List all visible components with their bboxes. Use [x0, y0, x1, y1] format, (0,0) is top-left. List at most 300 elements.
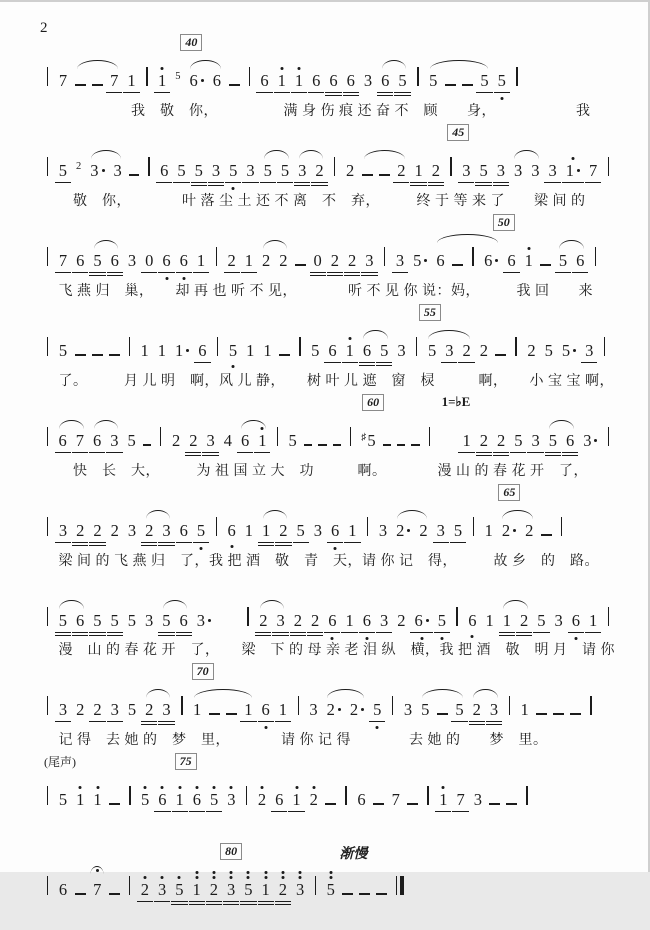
- note: [75, 613, 86, 630]
- note: [314, 163, 325, 180]
- measure-number: 55: [419, 304, 441, 321]
- note: [328, 73, 339, 90]
- note-digit: 1: [76, 790, 85, 809]
- note: [506, 253, 517, 270]
- dash-note: [540, 264, 551, 266]
- note: [139, 882, 150, 899]
- barline: [47, 157, 48, 176]
- barline: [590, 696, 591, 715]
- note-digit: 5: [453, 521, 463, 540]
- note: [438, 792, 449, 809]
- grace-note: [75, 157, 83, 173]
- note: [564, 433, 575, 450]
- note: [311, 73, 322, 90]
- dash-note: [342, 893, 353, 895]
- octave-dot-above: [261, 427, 264, 430]
- note-digit: 2: [431, 161, 440, 180]
- note: [156, 343, 167, 360]
- slur: [426, 343, 472, 360]
- note: [295, 882, 306, 899]
- note-digit: 0: [145, 251, 154, 270]
- slur: [57, 433, 86, 450]
- notation-line: [44, 593, 612, 641]
- dash-note: [553, 713, 564, 715]
- slur: [239, 433, 268, 450]
- dash-note: [226, 713, 237, 715]
- barline: [249, 67, 250, 86]
- note: [430, 163, 441, 180]
- note: [413, 163, 424, 180]
- note: [109, 73, 120, 90]
- note: [327, 343, 338, 360]
- note-digit: 6: [507, 251, 516, 270]
- note-digit: 6: [179, 521, 188, 540]
- marks-row: [44, 304, 612, 323]
- dash-note: [397, 444, 405, 446]
- augmentation-dot: [495, 259, 498, 262]
- barline: [181, 696, 182, 715]
- barline: [47, 247, 48, 266]
- note: [483, 253, 500, 270]
- note: [297, 163, 308, 180]
- measure-number: 75: [175, 753, 197, 770]
- note-digit: 1: [292, 790, 301, 809]
- octave-dot-above: [329, 876, 332, 879]
- octave-dot-above: [178, 786, 181, 789]
- note-digit: 3: [298, 161, 307, 180]
- note-digit: 2: [501, 521, 511, 540]
- note-digit: 6: [381, 71, 390, 90]
- dash-note: [489, 803, 500, 805]
- octave-dot-below: [420, 637, 423, 640]
- note-digit: 3: [227, 880, 236, 899]
- barline: [47, 696, 48, 715]
- dash-note: [109, 803, 120, 805]
- note-digit: 6: [227, 521, 236, 540]
- note-digit: 5: [288, 431, 297, 450]
- annotation: (尾声): [44, 755, 76, 769]
- note: [193, 163, 204, 180]
- system: [44, 124, 612, 211]
- barline: [47, 876, 48, 895]
- note: [372, 702, 383, 719]
- octave-dot-above: [348, 337, 351, 340]
- octave-dot-above: [195, 786, 198, 789]
- note-digit: 0: [313, 251, 322, 270]
- barline: [299, 337, 300, 356]
- note: [262, 163, 273, 180]
- note-digit: 5: [548, 431, 557, 450]
- note-digit: 2: [145, 700, 154, 719]
- note-digit: 7: [588, 161, 598, 180]
- note-digit: 1: [263, 341, 272, 360]
- slur: [361, 343, 390, 360]
- note: [261, 253, 272, 270]
- slur: [547, 433, 576, 450]
- note-digit: 5: [263, 161, 272, 180]
- note-digit: 5: [427, 341, 437, 360]
- note: [292, 613, 303, 630]
- note-digit: 1: [157, 341, 167, 360]
- note-digit: 3: [162, 521, 171, 540]
- note: [347, 523, 358, 540]
- barline: [298, 696, 299, 715]
- note: [195, 613, 212, 630]
- barline: [473, 517, 474, 536]
- note-digit: 1: [244, 700, 253, 719]
- note-digit: 3: [211, 161, 221, 180]
- note: [329, 253, 340, 270]
- note-digit: 5: [558, 251, 568, 270]
- note-digit: 1: [345, 341, 354, 360]
- note-digit: 5: [429, 71, 438, 90]
- note: [435, 253, 446, 270]
- final-barline: [396, 876, 404, 895]
- note: [243, 882, 254, 899]
- barline: [216, 247, 217, 266]
- note: [484, 613, 495, 630]
- system: [44, 843, 612, 930]
- note: [347, 253, 358, 270]
- octave-dot-below: [500, 97, 503, 100]
- note-digit: 1: [175, 790, 184, 809]
- octave-dot-below: [230, 545, 233, 548]
- note: [467, 613, 478, 630]
- note: [75, 702, 86, 719]
- note: [109, 433, 120, 450]
- note-digit: 6: [110, 251, 119, 270]
- system: [44, 574, 615, 660]
- dash-note: [376, 893, 387, 895]
- note: [478, 343, 489, 360]
- augmentation-dot: [407, 529, 410, 532]
- note: [536, 613, 547, 630]
- note-digit: 2: [140, 880, 150, 899]
- note-digit: 5: [127, 700, 137, 719]
- system: [44, 214, 612, 301]
- slur: [258, 613, 287, 630]
- octave-dot-below: [232, 187, 235, 190]
- slur: [471, 702, 500, 719]
- note-digit: 6: [346, 71, 355, 90]
- slur: [57, 613, 86, 630]
- note-digit: 3: [145, 611, 154, 630]
- note: [109, 613, 120, 630]
- note: [479, 73, 490, 90]
- note-digit: 5: [58, 611, 68, 630]
- note-digit: 7: [58, 71, 68, 90]
- note: [452, 523, 463, 540]
- note-digit: 3: [436, 521, 445, 540]
- note: [330, 523, 341, 540]
- annotation: 渐慢: [339, 847, 368, 862]
- note: [495, 433, 506, 450]
- note-digit: 1: [294, 71, 304, 90]
- note: [92, 253, 103, 270]
- note-digit: 2: [93, 700, 102, 719]
- dash-note: [304, 444, 312, 446]
- slur: [144, 702, 173, 719]
- note-digit: 3: [378, 521, 388, 540]
- note-digit: 3: [58, 700, 68, 719]
- slur: [144, 523, 173, 540]
- barline: [526, 786, 527, 805]
- note: [377, 523, 388, 540]
- note-digit: 5: [413, 251, 422, 270]
- note-digit: 1: [524, 251, 533, 270]
- note: [209, 792, 220, 809]
- note: [195, 253, 206, 270]
- note: [261, 523, 272, 540]
- barline: [47, 427, 48, 446]
- octave-dot-above: [178, 876, 181, 879]
- marks-row: [44, 843, 612, 862]
- barline: [246, 786, 247, 805]
- octave-dot-above: [230, 876, 233, 879]
- note-digit: 6: [576, 251, 585, 270]
- notation-line: [44, 233, 612, 282]
- note-digit: 5: [398, 71, 407, 90]
- note: [461, 163, 472, 180]
- note-digit: 1: [127, 71, 136, 90]
- note: [413, 613, 430, 630]
- system: [44, 304, 612, 391]
- note: [74, 433, 85, 450]
- note: [513, 433, 524, 450]
- dash-note: [318, 444, 326, 446]
- note-digit: 5: [455, 700, 464, 719]
- note-digit: 2: [479, 341, 488, 360]
- note: [287, 433, 298, 450]
- octave-dot-above: [230, 871, 233, 874]
- note-digit: 5: [58, 161, 68, 180]
- note-digit: 1: [262, 521, 271, 540]
- note: [144, 702, 155, 719]
- augmentation-dot: [338, 708, 341, 711]
- octave-dot-above: [298, 67, 301, 70]
- slur: [92, 433, 121, 450]
- note-digit: 6: [362, 341, 372, 360]
- barline: [247, 607, 248, 626]
- octave-dot-above: [299, 876, 302, 879]
- note: [519, 702, 530, 719]
- barline: [367, 517, 368, 536]
- note: [57, 433, 68, 450]
- barline: [509, 696, 510, 715]
- note-digit: 1: [277, 71, 286, 90]
- note: [277, 882, 288, 899]
- lyrics-line: 我 敬 你， 满 身 伤 痕 还 奋 不 顾 身， 我: [44, 104, 591, 119]
- note: [89, 163, 106, 180]
- note: [226, 882, 237, 899]
- note-digit: 6: [192, 790, 202, 809]
- note: [344, 163, 355, 180]
- note-digit: 6: [357, 790, 366, 809]
- note-digit: 6: [76, 251, 85, 270]
- note: [243, 253, 254, 270]
- notation-line: [44, 413, 612, 462]
- dash-note: [407, 803, 418, 805]
- barline: [608, 427, 609, 446]
- dash-note: [209, 713, 220, 715]
- dash-note: [570, 713, 581, 715]
- note-digit: 2: [520, 611, 529, 630]
- note-digit: 5: [480, 71, 489, 90]
- augmentation-dot: [424, 259, 427, 262]
- note: [159, 163, 170, 180]
- note: [57, 882, 68, 899]
- note-digit: 6: [198, 341, 207, 360]
- dash-note: [129, 174, 139, 176]
- note: [560, 343, 577, 360]
- note: [293, 73, 304, 90]
- note-digit: 3: [462, 161, 471, 180]
- note: [587, 163, 598, 180]
- note-digit: 2: [93, 521, 102, 540]
- measure-number: 70: [192, 663, 214, 680]
- octave-dot-above: [213, 786, 216, 789]
- octave-dot-above: [261, 786, 264, 789]
- note-digit: 3: [554, 611, 563, 630]
- note: [501, 613, 512, 630]
- note: [512, 163, 523, 180]
- note-digit: 1: [462, 431, 471, 450]
- note-digit: 6: [468, 611, 477, 630]
- note-digit: 5: [196, 521, 206, 540]
- note-digit: 7: [75, 431, 85, 450]
- note-digit: 6: [240, 431, 250, 450]
- octave-dot-below: [471, 635, 474, 638]
- note: [523, 253, 534, 270]
- barline: [47, 337, 48, 356]
- notation-line: [44, 53, 612, 102]
- note: [174, 882, 185, 899]
- octave-dot-above: [96, 786, 99, 789]
- octave-dot-above: [247, 871, 250, 874]
- barline: [516, 67, 517, 86]
- note: [222, 433, 233, 450]
- note-digit: 5: [280, 161, 290, 180]
- note: [126, 433, 137, 450]
- note: [92, 702, 103, 719]
- barline: [350, 427, 351, 446]
- note: [57, 792, 68, 809]
- dash-note: [541, 534, 552, 536]
- note: [396, 343, 407, 360]
- spacer: [439, 445, 455, 446]
- note: [92, 882, 103, 899]
- note-digit: 3: [531, 431, 540, 450]
- note: [188, 433, 199, 450]
- slur: [325, 702, 366, 719]
- slur: [92, 253, 121, 270]
- note: [174, 343, 191, 360]
- dash-note: [495, 354, 506, 356]
- slur: [557, 253, 586, 270]
- note: [356, 792, 367, 809]
- note-digit: 5: [437, 611, 446, 630]
- barline: [392, 696, 393, 715]
- barline: [129, 876, 130, 895]
- octave-dot-above: [161, 786, 164, 789]
- note: [325, 882, 336, 899]
- barline: [515, 337, 516, 356]
- note: [397, 73, 408, 90]
- slur: [261, 523, 290, 540]
- barline: [146, 67, 147, 86]
- note: [57, 343, 68, 360]
- note: [57, 253, 68, 270]
- dash-note: [229, 84, 240, 86]
- note: [390, 792, 401, 809]
- note-digit: 5: [373, 700, 382, 719]
- note: [588, 613, 599, 630]
- note-digit: 1: [192, 880, 201, 899]
- note-digit: 6: [414, 611, 423, 630]
- barline: [129, 786, 130, 805]
- note-digit: 3: [445, 341, 454, 360]
- note-digit: 6: [189, 71, 198, 90]
- note-digit: 1: [196, 251, 206, 270]
- lyrics-line: [44, 911, 612, 930]
- note-digit: 3: [227, 790, 236, 809]
- note: [461, 343, 472, 360]
- note-digit: 2: [330, 251, 340, 270]
- note-digit: 6: [58, 880, 68, 899]
- lyrics-line: 梁 间 的 飞 燕 归 了，我 把 酒 敬 青 天，请 你 记 得， 故 乡 的 路。: [44, 554, 599, 569]
- note: [584, 343, 595, 360]
- dash-note: [333, 444, 341, 446]
- note-digit: 5: [127, 611, 137, 630]
- note-digit: 6: [212, 71, 222, 90]
- note-digit: 2: [345, 161, 355, 180]
- note: [92, 792, 103, 809]
- barline: [148, 157, 149, 176]
- annotation: 1=♭E: [441, 394, 471, 409]
- note-digit: 6: [261, 700, 270, 719]
- note-digit: 2: [527, 341, 536, 360]
- system: [44, 484, 612, 571]
- octave-dot-below: [232, 365, 235, 368]
- note: [278, 253, 289, 270]
- note: [195, 523, 206, 540]
- barline: [472, 247, 473, 266]
- barline: [47, 786, 48, 805]
- note-digit: 5: [58, 341, 68, 360]
- note: [245, 343, 256, 360]
- note: [144, 523, 155, 540]
- note-digit: 1: [246, 341, 255, 360]
- note-digit: 3: [363, 71, 373, 90]
- barline: [450, 157, 451, 176]
- octave-dot-below: [165, 277, 168, 280]
- note: [582, 433, 599, 450]
- note: [144, 613, 155, 630]
- note-digit: 6: [162, 251, 171, 270]
- score: [44, 34, 615, 930]
- dash-note: [359, 893, 370, 895]
- note: [570, 613, 581, 630]
- octave-dot-above: [161, 876, 164, 879]
- note: [274, 792, 285, 809]
- marks-row: [44, 394, 612, 413]
- barline: [456, 607, 457, 626]
- note: [226, 792, 237, 809]
- note: [435, 523, 446, 540]
- octave-dot-above: [280, 67, 283, 70]
- note-digit: 3: [473, 790, 482, 809]
- note-digit: 2: [259, 611, 268, 630]
